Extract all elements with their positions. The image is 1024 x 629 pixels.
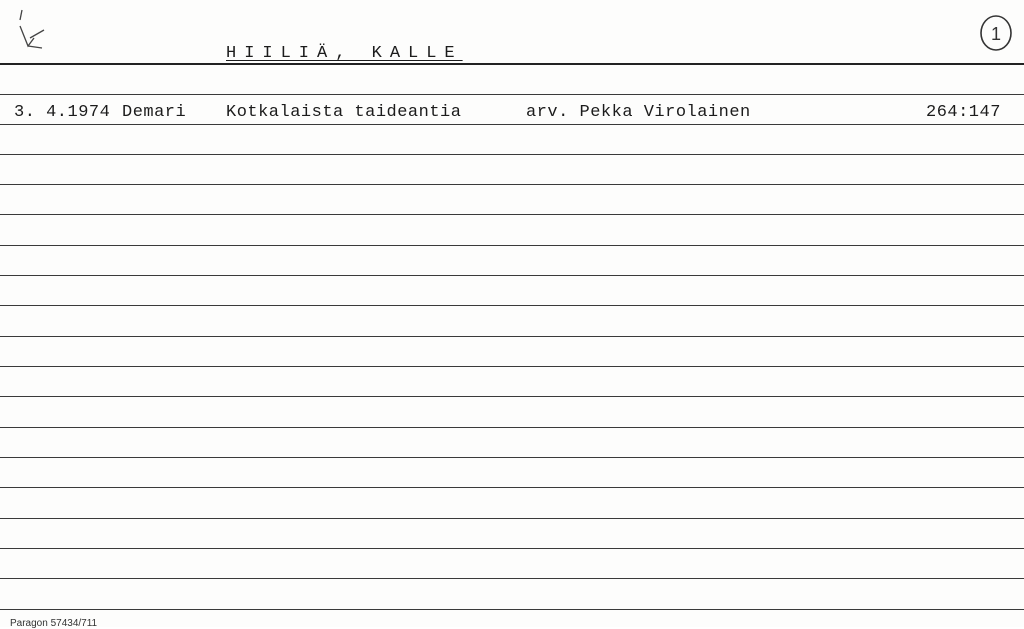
ruled-line xyxy=(0,184,1024,185)
ruled-line xyxy=(0,336,1024,337)
card-printer-footer: Paragon 57434/711 xyxy=(10,618,98,629)
ruled-line xyxy=(0,487,1024,488)
ruled-line xyxy=(0,609,1024,610)
ruled-line xyxy=(0,457,1024,458)
entry-date: 3. 4.1974 xyxy=(14,103,111,122)
circled-number-mark xyxy=(976,12,1016,54)
ruled-line xyxy=(0,396,1024,397)
ruled-line xyxy=(0,154,1024,155)
ruled-line xyxy=(0,305,1024,306)
entry-reference: 264:147 xyxy=(926,103,1001,122)
ruled-line xyxy=(0,427,1024,428)
ruled-line xyxy=(0,124,1024,125)
ruled-line xyxy=(0,275,1024,276)
ruled-line xyxy=(0,94,1024,95)
entry-publication: Demari xyxy=(122,103,187,122)
person-name: HIILIÄ, KALLE xyxy=(226,44,463,63)
ruled-line xyxy=(0,578,1024,579)
ruled-line xyxy=(0,548,1024,549)
ruled-line xyxy=(0,214,1024,215)
ruled-line xyxy=(0,366,1024,367)
ruled-line xyxy=(0,245,1024,246)
circled-number: 1 xyxy=(990,24,1002,44)
entry-title: Kotkalaista taideantia xyxy=(226,103,462,122)
ruled-line xyxy=(0,518,1024,519)
handwritten-check-mark xyxy=(14,8,50,52)
ruled-line xyxy=(0,63,1024,65)
entry-reviewer: arv. Pekka Virolainen xyxy=(526,103,751,122)
